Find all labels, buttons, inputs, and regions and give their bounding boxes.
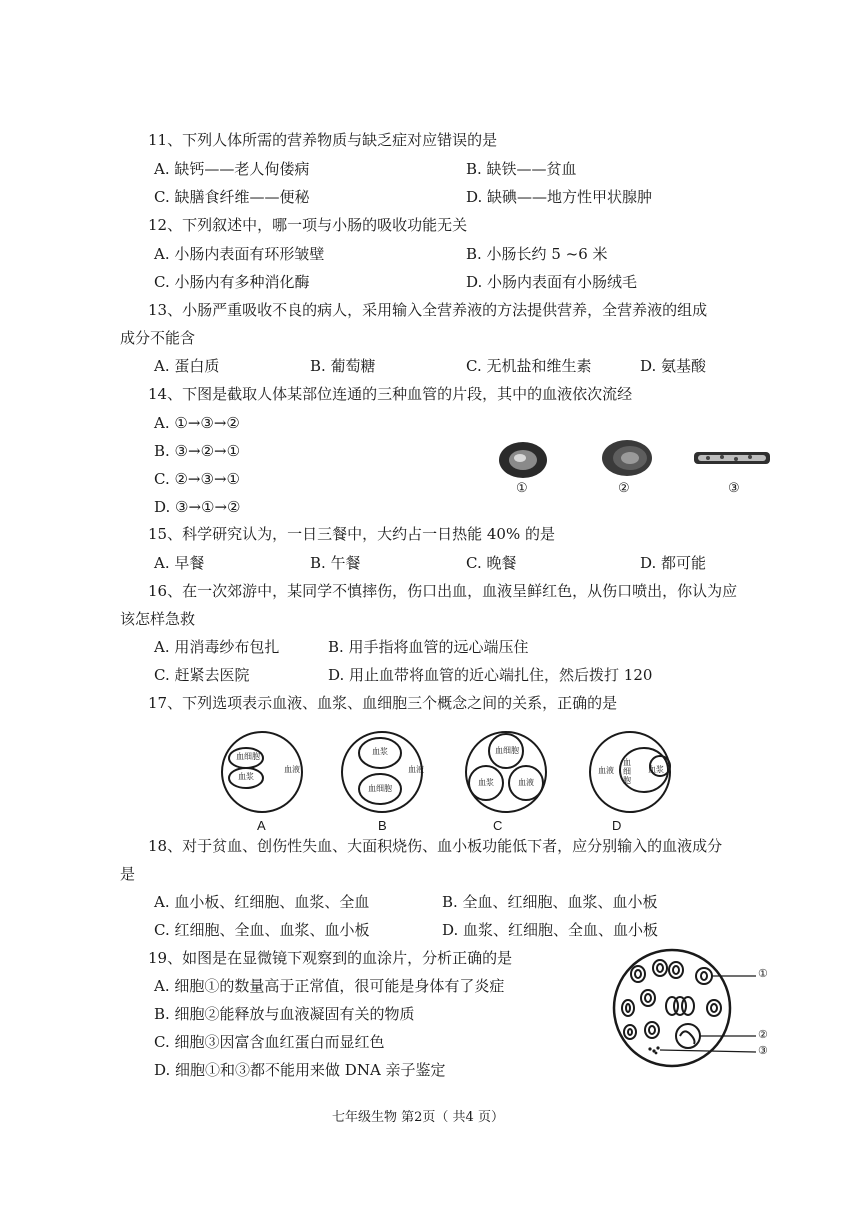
q16-option-d: D. 用止血带将血管的近心端扎住，然后拨打 120: [328, 666, 653, 684]
q13-stem-line2: 成分不能含: [120, 329, 196, 347]
q14-option-b: B. ③→②→①: [154, 442, 241, 460]
q13-stem-line1: 13、小肠严重吸收不良的病人，采用输入全营养液的方法提供营养，全营养液的组成: [148, 301, 708, 319]
venn-d-term-1: 血液: [598, 766, 614, 775]
venn-label-c: C: [493, 818, 503, 833]
smear-label-1: ①: [758, 968, 768, 980]
q18-stem-line2: 是: [120, 865, 136, 883]
q16-option-c: C. 赶紧去医院: [154, 666, 250, 684]
q15-stem: 15、科学研究认为，一日三餐中，大约占一日热能 40% 的是: [148, 525, 555, 543]
q14-option-c: C. ②→③→①: [154, 470, 240, 488]
q13-option-a: A. 蛋白质: [154, 357, 220, 375]
q14-stem: 14、下图是截取人体某部位连通的三种血管的片段，其中的血液依次流经: [148, 385, 633, 403]
vessel-3-illustration: [694, 452, 770, 464]
white-blood-cell: [676, 1024, 700, 1048]
venn-a-term-1: 血细胞: [236, 752, 260, 761]
q16-stem-line2: 该怎样急救: [120, 610, 196, 628]
blood-smear-figure: [610, 944, 780, 1074]
venn-b-term-1: 血浆: [372, 747, 388, 756]
q18-option-d: D. 血浆、红细胞、全血、血小板: [442, 921, 659, 939]
q16-stem-line1: 16、在一次郊游中，某同学不慎摔伤，伤口出血，血液呈鲜红色，从伤口喷出，你认为应: [148, 582, 738, 600]
venn-c-term-1: 血细胞: [495, 746, 519, 755]
q11-option-a: A. 缺钙——老人佝偻病: [154, 160, 310, 178]
q12-option-d: D. 小肠内表面有小肠绒毛: [466, 273, 638, 291]
smear-label-3: ③: [758, 1045, 768, 1057]
q18-option-c: C. 红细胞、全血、血浆、血小板: [154, 921, 370, 939]
q15-option-b: B. 午餐: [310, 554, 361, 572]
q18-option-a: A. 血小板、红细胞、血浆、全血: [154, 893, 370, 911]
q13-option-b: B. 葡萄糖: [310, 357, 376, 375]
venn-label-a: A: [257, 818, 266, 833]
venn-d-term-3: 血浆: [648, 765, 664, 774]
q14-option-d: D. ③→①→②: [154, 498, 241, 516]
platelets: [648, 1046, 659, 1054]
vessel-label-3: ③: [728, 480, 740, 495]
vessel-label-1: ①: [516, 480, 528, 495]
venn-b-term-3: 血细胞: [368, 784, 392, 793]
q16-option-a: A. 用消毒纱布包扎: [154, 638, 280, 656]
q13-option-d: D. 氨基酸: [640, 357, 707, 375]
venn-label-d: D: [612, 818, 622, 833]
q18-option-b: B. 全血、红细胞、血浆、血小板: [442, 893, 658, 911]
q15-option-d: D. 都可能: [640, 554, 707, 572]
q19-option-b: B. 细胞②能释放与血液凝固有关的物质: [154, 1005, 415, 1023]
venn-c: [466, 732, 546, 812]
venn-c-term-3: 血液: [518, 778, 534, 787]
q17-stem: 17、下列选项表示血液、血浆、血细胞三个概念之间的关系，正确的是: [148, 694, 618, 712]
vessel-label-2: ②: [618, 480, 630, 495]
venn-b-term-2: 血液: [408, 765, 424, 774]
q13-option-c: C. 无机盐和维生素: [466, 357, 592, 375]
q12-option-c: C. 小肠内有多种消化酶: [154, 273, 310, 291]
q11-stem: 11、下列人体所需的营养物质与缺乏症对应错误的是: [148, 131, 498, 149]
q16-option-b: B. 用手指将血管的远心端压住: [328, 638, 529, 656]
venn-a-term-2: 血浆: [238, 772, 254, 781]
q15-option-c: C. 晚餐: [466, 554, 517, 572]
venn-c-term-2: 血浆: [478, 778, 494, 787]
q19-option-c: C. 细胞③因富含血红蛋白而显红色: [154, 1033, 385, 1051]
q11-option-b: B. 缺铁——贫血: [466, 160, 577, 178]
venn-a-term-3: 血液: [284, 765, 300, 774]
vessel-1-illustration: [499, 442, 547, 478]
q12-option-a: A. 小肠内表面有环形皱壁: [154, 245, 325, 263]
q18-stem-line1: 18、对于贫血、创伤性失血、大面积烧伤、血小板功能低下者，应分别输入的血液成分: [148, 837, 723, 855]
red-blood-cells: [622, 960, 721, 1039]
q12-stem: 12、下列叙述中，哪一项与小肠的吸收功能无关: [148, 216, 468, 234]
q19-option-a: A. 细胞①的数量高于正常值，很可能是身体有了炎症: [154, 977, 505, 995]
q11-option-d: D. 缺碘——地方性甲状腺肿: [466, 188, 653, 206]
page-footer: 七年级生物 第2页（ 共4 页）: [332, 1110, 504, 1125]
q15-option-a: A. 早餐: [154, 554, 205, 572]
venn-label-b: B: [378, 818, 387, 833]
vessel-2-illustration: [602, 440, 652, 476]
q14-option-a: A. ①→③→②: [154, 414, 240, 432]
q19-option-d: D. 细胞①和③都不能用来做 DNA 亲子鉴定: [154, 1061, 446, 1079]
q11-option-c: C. 缺膳食纤维——便秘: [154, 188, 310, 206]
q12-option-b: B. 小肠长约 5 ~6 米: [466, 245, 608, 263]
smear-label-2: ②: [758, 1029, 768, 1041]
q19-stem: 19、如图是在显微镜下观察到的血涂片，分析正确的是: [148, 949, 513, 967]
venn-d-term-2: 血细胞: [623, 758, 631, 785]
